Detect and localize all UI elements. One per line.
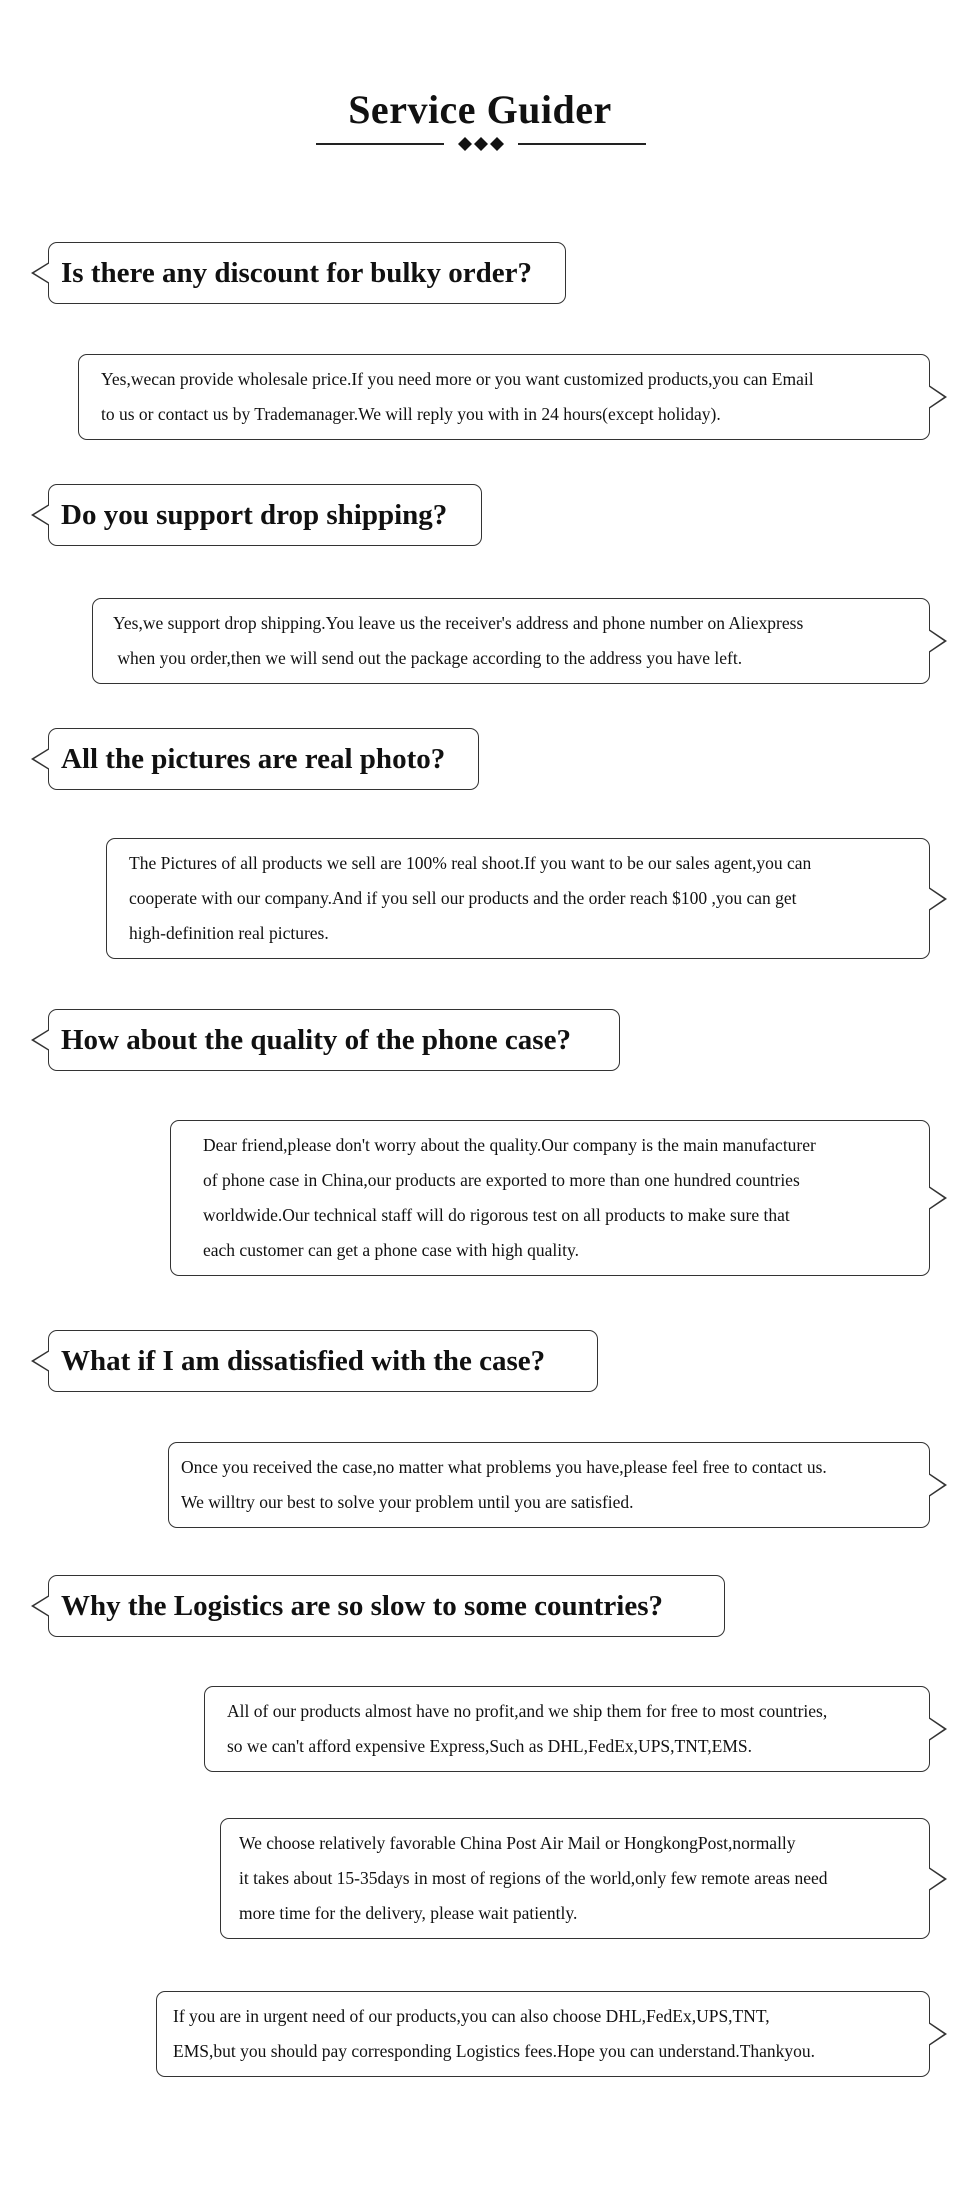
answer-line: when you order,then we will send out the package according to the address you have left. [113,648,743,668]
question-bubble-drop-shipping [48,484,482,546]
answer-line: We choose relatively favorable China Post Air Mail or HongkongPost,normally [239,1833,796,1853]
answer-line: Yes,we support drop shipping.You leave us the receiver's address and phone number on Aliexpress [113,613,804,633]
answer-bubble-phone-case-quality [170,1120,930,1276]
answer-bubble-logistics-3 [156,1991,930,2077]
answer-line: We willtry our best to solve your problem until you are satisfied. [181,1492,634,1512]
answer-bubble-dissatisfied [168,1442,930,1528]
answer-bubble-bulky-order [78,354,930,440]
title-divider [316,134,646,154]
answer-line: more time for the delivery, please wait patiently. [239,1903,578,1923]
answer-line: Once you received the case,no matter what problems you have,please feel free to contact us. [181,1457,827,1477]
answer-line: so we can't afford expensive Express,Such as DHL,FedEx,UPS,TNT,EMS. [227,1736,752,1756]
answer-line: cooperate with our company.And if you sell our products and the order reach $100 ,you can get [129,888,797,908]
question-text: How about the quality of the phone case? [61,1024,571,1056]
answer-line: Yes,wecan provide wholesale price.If you need more or you want customized products,you can Email [101,369,814,389]
question-bubble-phone-case-quality [48,1009,620,1071]
answer-line: All of our products almost have no profit,and we ship them for free to most countries, [227,1701,828,1721]
question-text: Why the Logistics are so slow to some countries? [61,1590,663,1622]
answer-line: The Pictures of all products we sell are 100% real shoot.If you want to be our sales agent,you can [129,853,812,873]
question-bubble-dissatisfied [48,1330,598,1392]
answer-line: it takes about 15-35days in most of regions of the world,only few remote areas need [239,1868,828,1888]
question-text: Is there any discount for bulky order? [61,257,533,289]
answer-line: EMS,but you should pay corresponding Logistics fees.Hope you can understand.Thankyou. [173,2041,816,2061]
answer-bubble-logistics-2 [220,1818,930,1939]
question-bubble-logistics [48,1575,725,1637]
answer-bubble-logistics-1 [204,1686,930,1772]
question-bubble-bulky-order [48,242,566,304]
answer-line: high-definition real pictures. [129,923,329,943]
answer-bubble-drop-shipping [92,598,930,684]
answer-line: to us or contact us by Trademanager.We will reply you with in 24 hours(except holiday). [101,404,721,424]
diamond-icon [490,137,504,151]
question-text: Do you support drop shipping? [61,499,448,531]
answer-line: worldwide.Our technical staff will do rigorous test on all products to make sure that [203,1205,790,1225]
question-text: All the pictures are real photo? [61,743,446,775]
answer-bubble-real-photo [106,838,930,959]
page-title: Service Guider [348,87,612,132]
diamond-icon [474,137,488,151]
answer-line: If you are in urgent need of our products,you can also choose DHL,FedEx,UPS,TNT, [173,2006,770,2026]
question-text: What if I am dissatisfied with the case? [61,1345,546,1377]
question-bubble-real-photo [48,728,479,790]
answer-line: of phone case in China,our products are exported to more than one hundred countries [203,1170,800,1190]
answer-line: each customer can get a phone case with high quality. [203,1240,579,1260]
answer-line: Dear friend,please don't worry about the quality.Our company is the main manufacturer [203,1135,816,1155]
diamond-icon [458,137,472,151]
